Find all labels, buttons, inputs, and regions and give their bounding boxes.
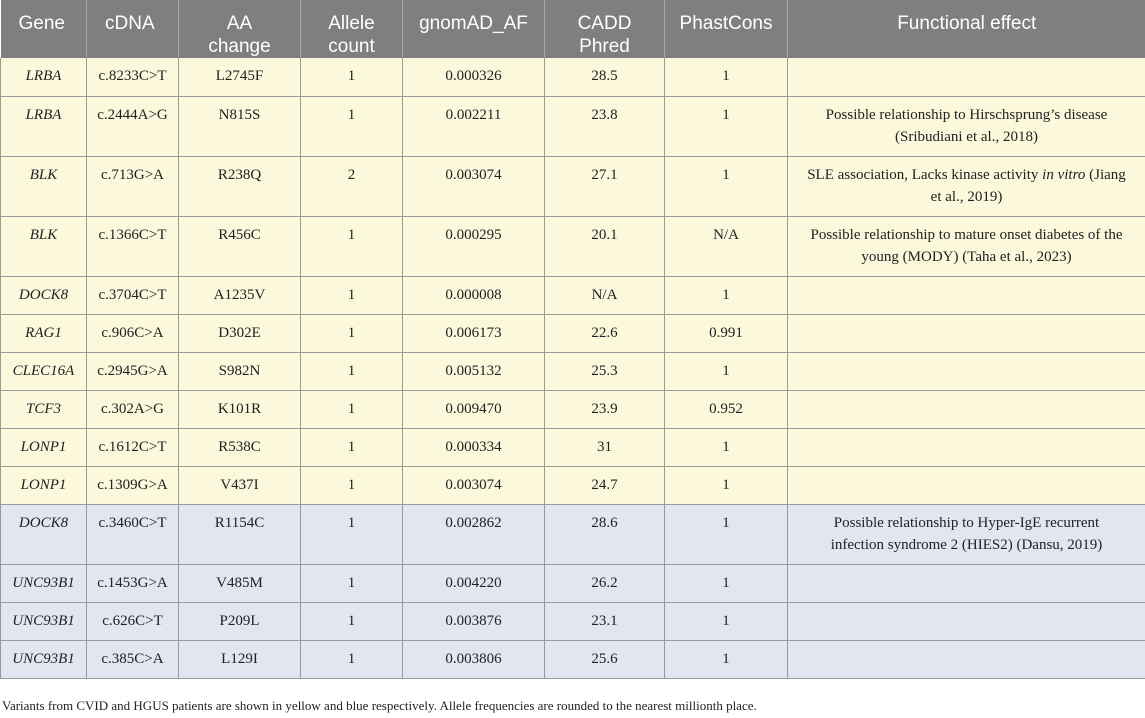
cell-allele-count: 1 xyxy=(301,314,403,352)
cell-phastcons: 1 xyxy=(665,156,788,216)
cell-cadd-phred: 28.6 xyxy=(545,504,665,564)
cell-gene: CLEC16A xyxy=(1,352,87,390)
cell-gene: BLK xyxy=(1,216,87,276)
cell-cdna: c.1309G>A xyxy=(87,466,179,504)
cell-gnomad-af: 0.009470 xyxy=(403,390,545,428)
cell-allele-count: 1 xyxy=(301,504,403,564)
cell-allele-count: 1 xyxy=(301,428,403,466)
cell-gene: UNC93B1 xyxy=(1,564,87,602)
header-gnomad-af: gnomAD_AF xyxy=(403,0,545,58)
cell-aa-change: S982N xyxy=(179,352,301,390)
cell-aa-change: L2745F xyxy=(179,58,301,96)
cell-aa-change: D302E xyxy=(179,314,301,352)
cell-aa-change: R456C xyxy=(179,216,301,276)
cell-gnomad-af: 0.005132 xyxy=(403,352,545,390)
cell-gene: DOCK8 xyxy=(1,276,87,314)
table-row xyxy=(1,504,1145,564)
table-row xyxy=(1,276,1145,314)
cell-cadd-phred: 23.1 xyxy=(545,602,665,640)
cell-gene: LRBA xyxy=(1,58,87,96)
cell-phastcons: 1 xyxy=(665,96,788,156)
cell-phastcons: 1 xyxy=(665,276,788,314)
cell-allele-count: 2 xyxy=(301,156,403,216)
cell-phastcons: N/A xyxy=(665,216,788,276)
cell-functional-effect xyxy=(788,564,1145,602)
cell-phastcons: 1 xyxy=(665,564,788,602)
cell-allele-count: 1 xyxy=(301,390,403,428)
cell-cadd-phred: 31 xyxy=(545,428,665,466)
cell-functional-effect: Possible relationship to Hirschsprung’s disease (Sribudiani et al., 2018) xyxy=(788,96,1145,156)
cell-phastcons: 0.991 xyxy=(665,314,788,352)
cell-gnomad-af: 0.003806 xyxy=(403,640,545,678)
cell-gnomad-af: 0.000334 xyxy=(403,428,545,466)
cell-aa-change: N815S xyxy=(179,96,301,156)
cell-functional-effect: Possible relationship to mature onset diabetes of the young (MODY) (Taha et al., 2023) xyxy=(788,216,1145,276)
cell-allele-count: 1 xyxy=(301,640,403,678)
cell-gnomad-af: 0.002211 xyxy=(403,96,545,156)
cell-cdna: c.1612C>T xyxy=(87,428,179,466)
table-row xyxy=(1,314,1145,352)
header-phastcons: PhastCons xyxy=(665,0,788,58)
cell-cdna: c.1366C>T xyxy=(87,216,179,276)
table-row xyxy=(1,390,1145,428)
cell-cadd-phred: 20.1 xyxy=(545,216,665,276)
cell-aa-change: R238Q xyxy=(179,156,301,216)
cell-cdna: c.626C>T xyxy=(87,602,179,640)
cell-gene: UNC93B1 xyxy=(1,640,87,678)
cell-cadd-phred: 22.6 xyxy=(545,314,665,352)
cell-cdna: c.3704C>T xyxy=(87,276,179,314)
cell-phastcons: 1 xyxy=(665,466,788,504)
cell-aa-change: P209L xyxy=(179,602,301,640)
header-cdna: cDNA xyxy=(87,0,179,58)
cell-functional-effect xyxy=(788,314,1145,352)
table-row xyxy=(1,156,1145,216)
cell-gnomad-af: 0.006173 xyxy=(403,314,545,352)
cell-functional-effect xyxy=(788,640,1145,678)
cell-functional-effect xyxy=(788,276,1145,314)
cell-allele-count: 1 xyxy=(301,96,403,156)
cell-cdna: c.2444A>G xyxy=(87,96,179,156)
table-row xyxy=(1,602,1145,640)
cell-gene: LONP1 xyxy=(1,428,87,466)
cell-functional-effect xyxy=(788,58,1145,96)
cell-gene: LRBA xyxy=(1,96,87,156)
cell-cadd-phred: 28.5 xyxy=(545,58,665,96)
cell-cdna: c.906C>A xyxy=(87,314,179,352)
cell-allele-count: 1 xyxy=(301,602,403,640)
header-allele-count: Allele count xyxy=(301,0,403,58)
cell-phastcons: 1 xyxy=(665,504,788,564)
cell-aa-change: V437I xyxy=(179,466,301,504)
cell-aa-change: R1154C xyxy=(179,504,301,564)
table-row xyxy=(1,216,1145,276)
cell-allele-count: 1 xyxy=(301,352,403,390)
cell-gene: DOCK8 xyxy=(1,504,87,564)
cell-phastcons: 1 xyxy=(665,352,788,390)
cell-gene: TCF3 xyxy=(1,390,87,428)
cell-gene: BLK xyxy=(1,156,87,216)
header-aa-change: AA change xyxy=(179,0,301,58)
cell-gnomad-af: 0.003074 xyxy=(403,466,545,504)
cell-cdna: c.385C>A xyxy=(87,640,179,678)
cell-allele-count: 1 xyxy=(301,466,403,504)
cell-aa-change: R538C xyxy=(179,428,301,466)
cell-gnomad-af: 0.000295 xyxy=(403,216,545,276)
table-row xyxy=(1,428,1145,466)
cell-cdna: c.2945G>A xyxy=(87,352,179,390)
table-row xyxy=(1,640,1145,678)
cell-gnomad-af: 0.003876 xyxy=(403,602,545,640)
cell-phastcons: 1 xyxy=(665,640,788,678)
header-functional-effect: Functional effect xyxy=(788,0,1145,58)
cell-cadd-phred: 23.9 xyxy=(545,390,665,428)
cell-aa-change: A1235V xyxy=(179,276,301,314)
cell-gnomad-af: 0.004220 xyxy=(403,564,545,602)
cell-functional-effect xyxy=(788,428,1145,466)
cell-gnomad-af: 0.003074 xyxy=(403,156,545,216)
cell-cdna: c.1453G>A xyxy=(87,564,179,602)
cell-gene: RAG1 xyxy=(1,314,87,352)
table-row xyxy=(1,58,1145,96)
table-row xyxy=(1,466,1145,504)
cell-cadd-phred: 23.8 xyxy=(545,96,665,156)
table-row xyxy=(1,352,1145,390)
cell-cadd-phred: 25.6 xyxy=(545,640,665,678)
cell-functional-effect xyxy=(788,390,1145,428)
header-gene: Gene xyxy=(1,0,87,58)
cell-allele-count: 1 xyxy=(301,216,403,276)
cell-phastcons: 0.952 xyxy=(665,390,788,428)
cell-cdna: c.8233C>T xyxy=(87,58,179,96)
cell-gnomad-af: 0.000008 xyxy=(403,276,545,314)
cell-allele-count: 1 xyxy=(301,58,403,96)
cell-cdna: c.302A>G xyxy=(87,390,179,428)
cell-aa-change: L129I xyxy=(179,640,301,678)
cell-cdna: c.713G>A xyxy=(87,156,179,216)
cell-allele-count: 1 xyxy=(301,276,403,314)
cell-allele-count: 1 xyxy=(301,564,403,602)
cell-phastcons: 1 xyxy=(665,428,788,466)
cell-functional-effect xyxy=(788,602,1145,640)
table-row xyxy=(1,564,1145,602)
header-row xyxy=(1,0,1145,58)
cell-cadd-phred: 27.1 xyxy=(545,156,665,216)
table-row xyxy=(1,96,1145,156)
cell-cdna: c.3460C>T xyxy=(87,504,179,564)
table-caption: Variants from CVID and HGUS patients are shown in yellow and blue respectively. Allele frequencies are rounded to the nearest millionth place. xyxy=(2,698,757,713)
cell-cadd-phred: 24.7 xyxy=(545,466,665,504)
cell-gnomad-af: 0.000326 xyxy=(403,58,545,96)
cell-functional-effect xyxy=(788,352,1145,390)
cell-gnomad-af: 0.002862 xyxy=(403,504,545,564)
cell-cadd-phred: N/A xyxy=(545,276,665,314)
header-cadd-phred: CADD Phred xyxy=(545,0,665,58)
cell-gene: UNC93B1 xyxy=(1,602,87,640)
cell-phastcons: 1 xyxy=(665,58,788,96)
cell-aa-change: K101R xyxy=(179,390,301,428)
table-body xyxy=(1,58,1145,678)
cell-gene: LONP1 xyxy=(1,466,87,504)
cell-phastcons: 1 xyxy=(665,602,788,640)
cell-functional-effect: Possible relationship to Hyper-IgE recurrent infection syndrome 2 (HIES2) (Dansu, 2019) xyxy=(788,504,1145,564)
cell-aa-change: V485M xyxy=(179,564,301,602)
cell-cadd-phred: 26.2 xyxy=(545,564,665,602)
cell-functional-effect: SLE association, Lacks kinase activity in vitro (Jiang et al., 2019) xyxy=(788,156,1145,216)
cell-cadd-phred: 25.3 xyxy=(545,352,665,390)
cell-functional-effect xyxy=(788,466,1145,504)
